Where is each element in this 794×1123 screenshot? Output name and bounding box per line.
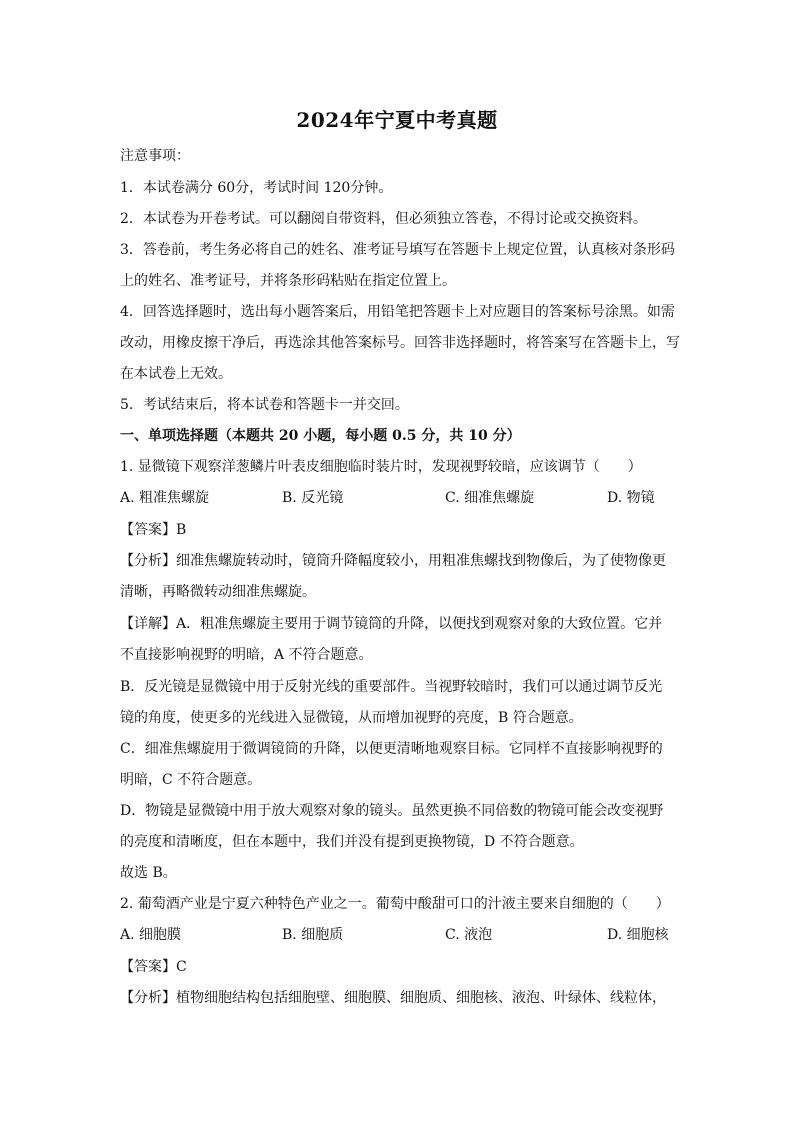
question-1-detail: D．物镜是显微镜中用于放大观察对象的镜头。虽然更换不同倍数的物镜可能会改变视野	[120, 803, 664, 819]
question-1-option-d: D. 物镜	[607, 490, 655, 506]
question-1-detail: 【详解】A．粗准焦螺旋主要用于调节镜筒的升降，以便找到观察对象的大致位置。它并	[120, 616, 663, 632]
notice-item: 5．考试结束后，将本试卷和答题卡一并交回。	[120, 397, 409, 413]
question-1-detail: B．反光镜是显微镜中用于反射光线的重要部件。当视野较暗时，我们可以通过调节反光	[120, 679, 663, 695]
question-1-answer: 【答案】B	[120, 522, 187, 538]
question-2-analysis: 【分析】植物细胞结构包括细胞壁、细胞膜、细胞质、细胞核、液泡、叶绿体、线粒体，	[120, 990, 666, 1006]
question-1-detail: C．细准焦螺旋用于微调镜筒的升降，以便更清晰地观察目标。它同样不直接影响视野的	[120, 741, 663, 757]
question-2-option-b: B. 细胞质	[282, 927, 344, 943]
page-title: 2024年宁夏中考真题	[296, 108, 498, 132]
notice-heading: 注意事项：	[120, 148, 190, 164]
question-1-detail: 不直接影响视野的明暗，A 不符合题意。	[120, 647, 373, 663]
notice-item: 在本试卷上无效。	[120, 366, 232, 382]
question-1-detail: 的亮度和清晰度，但在本题中，我们并没有提到更换物镜，D 不符合题意。	[120, 834, 584, 850]
question-2-answer: 【答案】C	[120, 959, 187, 975]
question-1-analysis: 【分析】细准焦螺旋转动时，镜筒升降幅度较小，用粗准焦螺找到物像后，为了使物像更	[120, 553, 666, 569]
question-1-detail: 镜的角度，使更多的光线进入显微镜，从而增加视野的亮度，B 符合题意。	[120, 710, 583, 726]
question-2-option-a: A. 细胞膜	[120, 927, 182, 943]
question-1-detail: 明暗，C 不符合题意。	[120, 772, 262, 788]
question-1-analysis: 清晰，再略微转动细准焦螺旋。	[120, 584, 316, 600]
question-1-option-b: B. 反光镜	[282, 490, 344, 506]
notice-item: 2．本试卷为开卷考试。可以翻阅自带资料，但必须独立答卷，不得讨论或交换资料。	[120, 211, 647, 227]
question-1-option-c: C. 细准焦螺旋	[445, 490, 535, 506]
question-1-detail: 故选 B。	[120, 865, 177, 881]
notice-item: 改动，用橡皮擦干净后，再选涂其他答案标号。回答非选择题时，将答案写在答题卡上，写	[120, 335, 680, 351]
question-2-stem: 2. 葡萄酒产业是宁夏六种特色产业之一。葡萄中酸甜可口的汁液主要来自细胞的（ ）	[120, 896, 670, 912]
question-1-option-a: A. 粗准焦螺旋	[120, 490, 210, 506]
section-heading: 一、单项选择题（本题共 20 小题，每小题 0.5 分，共 10 分）	[120, 428, 521, 444]
notice-item: 1．本试卷满分 60分，考试时间 120分钟。	[120, 180, 393, 196]
question-2-option-c: C. 液泡	[445, 927, 493, 943]
question-2-option-d: D. 细胞核	[607, 927, 669, 943]
notice-item: 上的姓名、准考证号，并将条形码粘贴在指定位置上。	[120, 273, 456, 289]
notice-item: 3．答卷前，考生务必将自己的姓名、准考证号填写在答题卡上规定位置，认真核对条形码	[120, 242, 675, 258]
question-1-stem: 1. 显微镜下观察洋葱鳞片叶表皮细胞临时装片时，发现视野较暗，应该调节（ ）	[120, 459, 642, 475]
notice-item: 4．回答选择题时，选出每小题答案后，用铅笔把答题卡上对应题目的答案标号涂黑。如需	[120, 304, 675, 320]
